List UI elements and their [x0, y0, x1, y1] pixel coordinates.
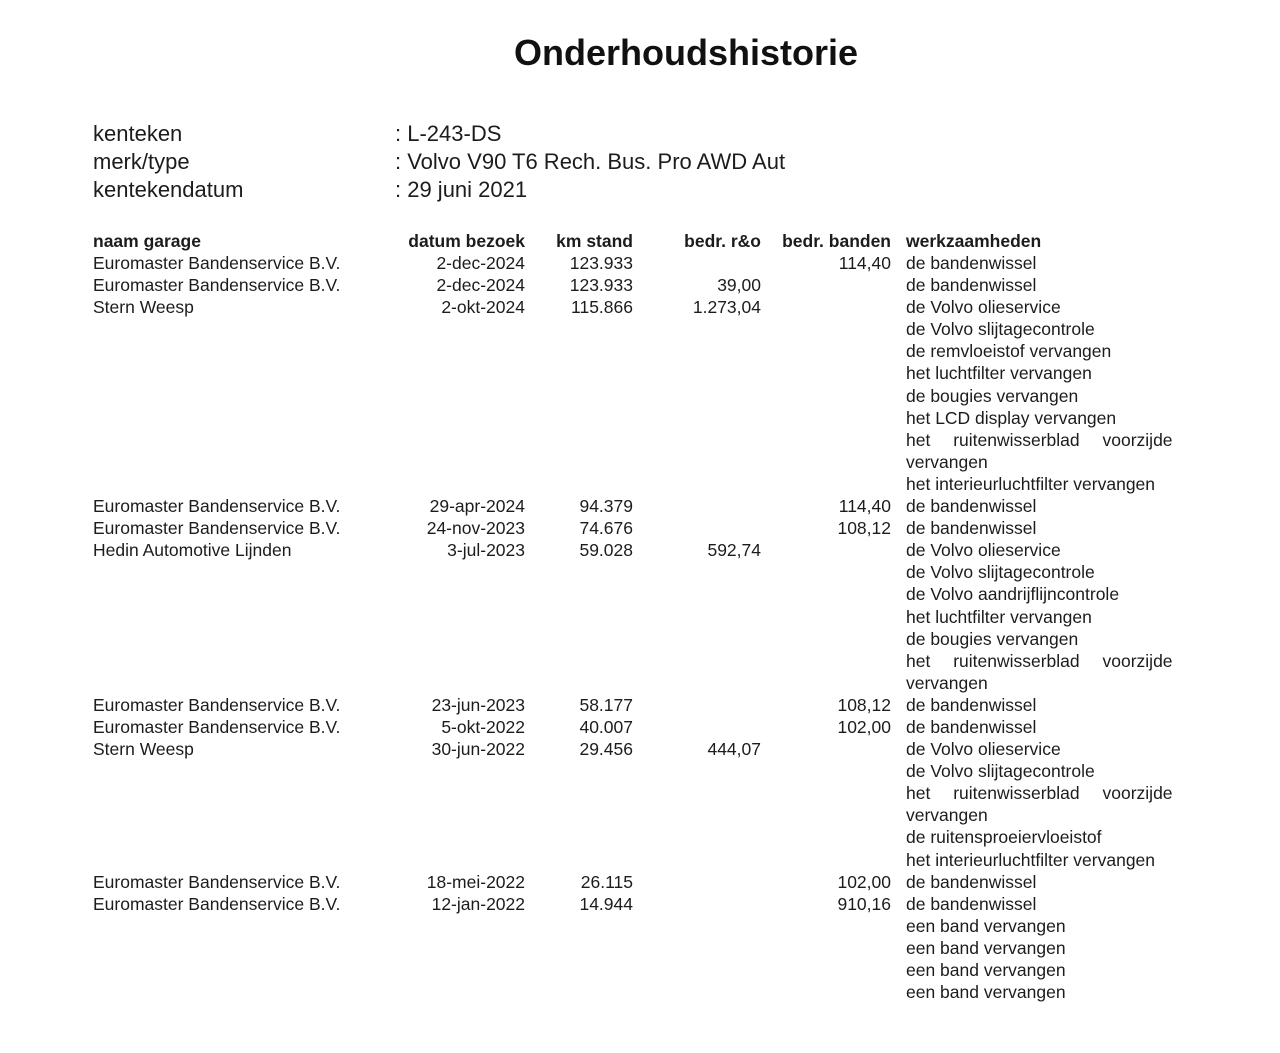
work-item: de bandenwissel — [906, 893, 1037, 914]
header-km: km stand — [556, 231, 633, 251]
vehicle-info-label: kenteken — [93, 121, 183, 146]
cell-garage: Hedin Automotive Lijnden — [93, 540, 292, 561]
cell-banden: 114,40 — [838, 496, 891, 517]
work-item: het interieurluchtfilter vervangen — [906, 473, 1156, 494]
vehicle-info-row — [93, 176, 785, 204]
cell-ro — [633, 252, 761, 274]
header-banden: bedr. banden — [782, 231, 891, 251]
cell-date: 30-jun-2022 — [431, 739, 525, 760]
cell-date: 2-dec-2024 — [436, 253, 525, 273]
work-item: de bandenwissel — [906, 694, 1037, 715]
work-item: de bougies vervangen — [906, 385, 1079, 406]
cell-garage: Euromaster Bandenservice B.V. — [93, 871, 341, 892]
cell-ro: 39,00 — [717, 275, 761, 296]
work-item: de Volvo slijtagecontrole — [906, 319, 1095, 340]
cell-ro: 444,07 — [707, 739, 761, 760]
work-item: de bougies vervangen — [906, 628, 1079, 649]
cell-date: 29-apr-2024 — [429, 496, 525, 517]
cell-date: 23-jun-2023 — [431, 694, 525, 715]
work-item: de Volvo aandrijflijncontrole — [906, 584, 1120, 605]
cell-km: 14.944 — [579, 893, 633, 914]
cell-km: 74.676 — [579, 518, 633, 539]
work-item: vervangen — [906, 672, 988, 693]
work-item: de bandenwissel — [906, 716, 1037, 737]
table-header — [93, 230, 1193, 252]
table-row — [93, 539, 1193, 694]
work-item: de Volvo slijtagecontrole — [906, 562, 1095, 583]
vehicle-info-value: : Volvo V90 T6 Rech. Bus. Pro AWD Aut — [395, 149, 786, 174]
table-row — [93, 716, 1193, 738]
cell-work — [906, 716, 1178, 738]
cell-km: 115.866 — [571, 297, 633, 318]
page-title: Onderhoudshistorie — [513, 32, 859, 73]
cell-banden: 108,12 — [837, 694, 891, 715]
work-item: de Volvo olieservice — [906, 739, 1061, 760]
cell-date: 3-jul-2023 — [447, 540, 525, 561]
cell-ro — [633, 716, 761, 738]
work-item: de ruitensproeiervloeistof — [906, 827, 1102, 848]
table-row — [93, 871, 1193, 893]
cell-ro — [633, 893, 761, 915]
cell-banden: 910,16 — [837, 893, 891, 914]
cell-banden: 102,00 — [837, 716, 891, 737]
cell-banden — [761, 738, 891, 760]
cell-work — [906, 495, 1178, 517]
work-item: de bandenwissel — [906, 275, 1037, 296]
cell-banden: 108,12 — [837, 518, 891, 539]
cell-km: 26.115 — [580, 871, 633, 892]
work-item: het LCD display vervangen — [906, 407, 1117, 428]
cell-banden — [761, 274, 891, 296]
work-item: de bandenwissel — [906, 496, 1037, 517]
table-row — [93, 893, 1193, 1003]
cell-ro: 1.273,04 — [692, 297, 761, 318]
table-row — [93, 694, 1193, 716]
table-row — [93, 274, 1193, 296]
work-item: een band vervangen — [906, 937, 1066, 958]
vehicle-info-label: merk/type — [93, 149, 190, 174]
work-item: de Volvo slijtagecontrole — [906, 761, 1095, 782]
table-body — [93, 252, 1193, 1003]
cell-work — [906, 274, 1178, 296]
header-garage: naam garage — [93, 231, 201, 251]
maintenance-table — [93, 230, 1193, 1003]
cell-banden: 114,40 — [838, 253, 891, 273]
cell-date: 2-okt-2024 — [441, 297, 525, 318]
vehicle-info-row — [93, 148, 785, 176]
work-item: het ruitenwisserblad voorzijde — [906, 783, 1173, 804]
cell-garage: Euromaster Bandenservice B.V. — [93, 694, 341, 715]
work-item: de bandenwissel — [906, 871, 1037, 892]
cell-work — [906, 296, 1178, 495]
header-date: datum bezoek — [408, 231, 525, 251]
cell-garage: Euromaster Bandenservice B.V. — [93, 275, 341, 296]
work-item: de Volvo olieservice — [906, 540, 1061, 561]
cell-garage: Stern Weesp — [93, 297, 194, 318]
vehicle-info-row — [93, 120, 785, 148]
work-item: vervangen — [906, 805, 988, 826]
cell-work — [906, 517, 1178, 539]
vehicle-info-value: : 29 juni 2021 — [395, 177, 528, 202]
cell-ro — [633, 517, 761, 539]
cell-km: 59.028 — [579, 540, 633, 561]
table-row — [93, 296, 1193, 495]
cell-work — [906, 893, 1178, 1003]
cell-garage: Euromaster Bandenservice B.V. — [93, 716, 341, 737]
table-row — [93, 738, 1193, 871]
cell-date: 12-jan-2022 — [431, 893, 525, 914]
work-item: het luchtfilter vervangen — [906, 606, 1092, 627]
header-ro: bedr. r&o — [684, 231, 761, 251]
cell-date: 5-okt-2022 — [441, 716, 525, 737]
cell-banden: 102,00 — [837, 871, 891, 892]
work-item: de bandenwissel — [906, 518, 1037, 539]
cell-km: 94.379 — [579, 496, 633, 517]
work-item: het luchtfilter vervangen — [906, 363, 1092, 384]
cell-work — [906, 738, 1178, 871]
vehicle-info — [93, 120, 785, 204]
cell-banden — [761, 296, 891, 318]
cell-work — [906, 694, 1178, 716]
vehicle-info-value: : L-243-DS — [395, 121, 502, 146]
cell-date: 18-mei-2022 — [426, 871, 525, 892]
cell-km: 58.177 — [579, 694, 633, 715]
cell-date: 2-dec-2024 — [436, 275, 525, 296]
cell-banden — [761, 539, 891, 561]
cell-garage: Euromaster Bandenservice B.V. — [93, 518, 341, 539]
cell-km: 123.933 — [569, 275, 633, 296]
work-item: een band vervangen — [906, 915, 1066, 936]
work-item: een band vervangen — [906, 960, 1066, 980]
work-item: de bandenwissel — [906, 253, 1037, 273]
work-item: het interieurluchtfilter vervangen — [906, 849, 1156, 870]
cell-ro — [633, 694, 761, 716]
table-row — [93, 495, 1193, 517]
vehicle-info-label: kentekendatum — [93, 177, 244, 202]
cell-ro — [633, 495, 761, 517]
cell-ro: 592,74 — [707, 540, 761, 561]
cell-garage: Euromaster Bandenservice B.V. — [93, 496, 341, 517]
cell-km: 123.933 — [569, 253, 633, 273]
cell-garage: Euromaster Bandenservice B.V. — [93, 893, 341, 914]
work-item: het ruitenwisserblad voorzijde — [906, 429, 1173, 450]
work-item: vervangen — [906, 451, 988, 472]
cell-date: 24-nov-2023 — [426, 518, 525, 539]
work-item: de Volvo olieservice — [906, 297, 1061, 318]
work-item: de remvloeistof vervangen — [906, 341, 1112, 362]
cell-ro — [633, 871, 761, 893]
cell-work — [906, 252, 1178, 274]
work-item: een band vervangen — [906, 982, 1066, 1003]
table-row — [93, 517, 1193, 539]
cell-work — [906, 539, 1178, 694]
cell-km: 40.007 — [579, 716, 633, 737]
cell-km: 29.456 — [579, 739, 633, 760]
cell-work — [906, 871, 1178, 893]
cell-garage: Stern Weesp — [93, 739, 194, 760]
cell-garage: Euromaster Bandenservice B.V. — [93, 253, 341, 273]
header-work: werkzaamheden — [906, 231, 1042, 251]
work-item: het ruitenwisserblad voorzijde — [906, 650, 1173, 671]
table-row — [93, 252, 1193, 274]
